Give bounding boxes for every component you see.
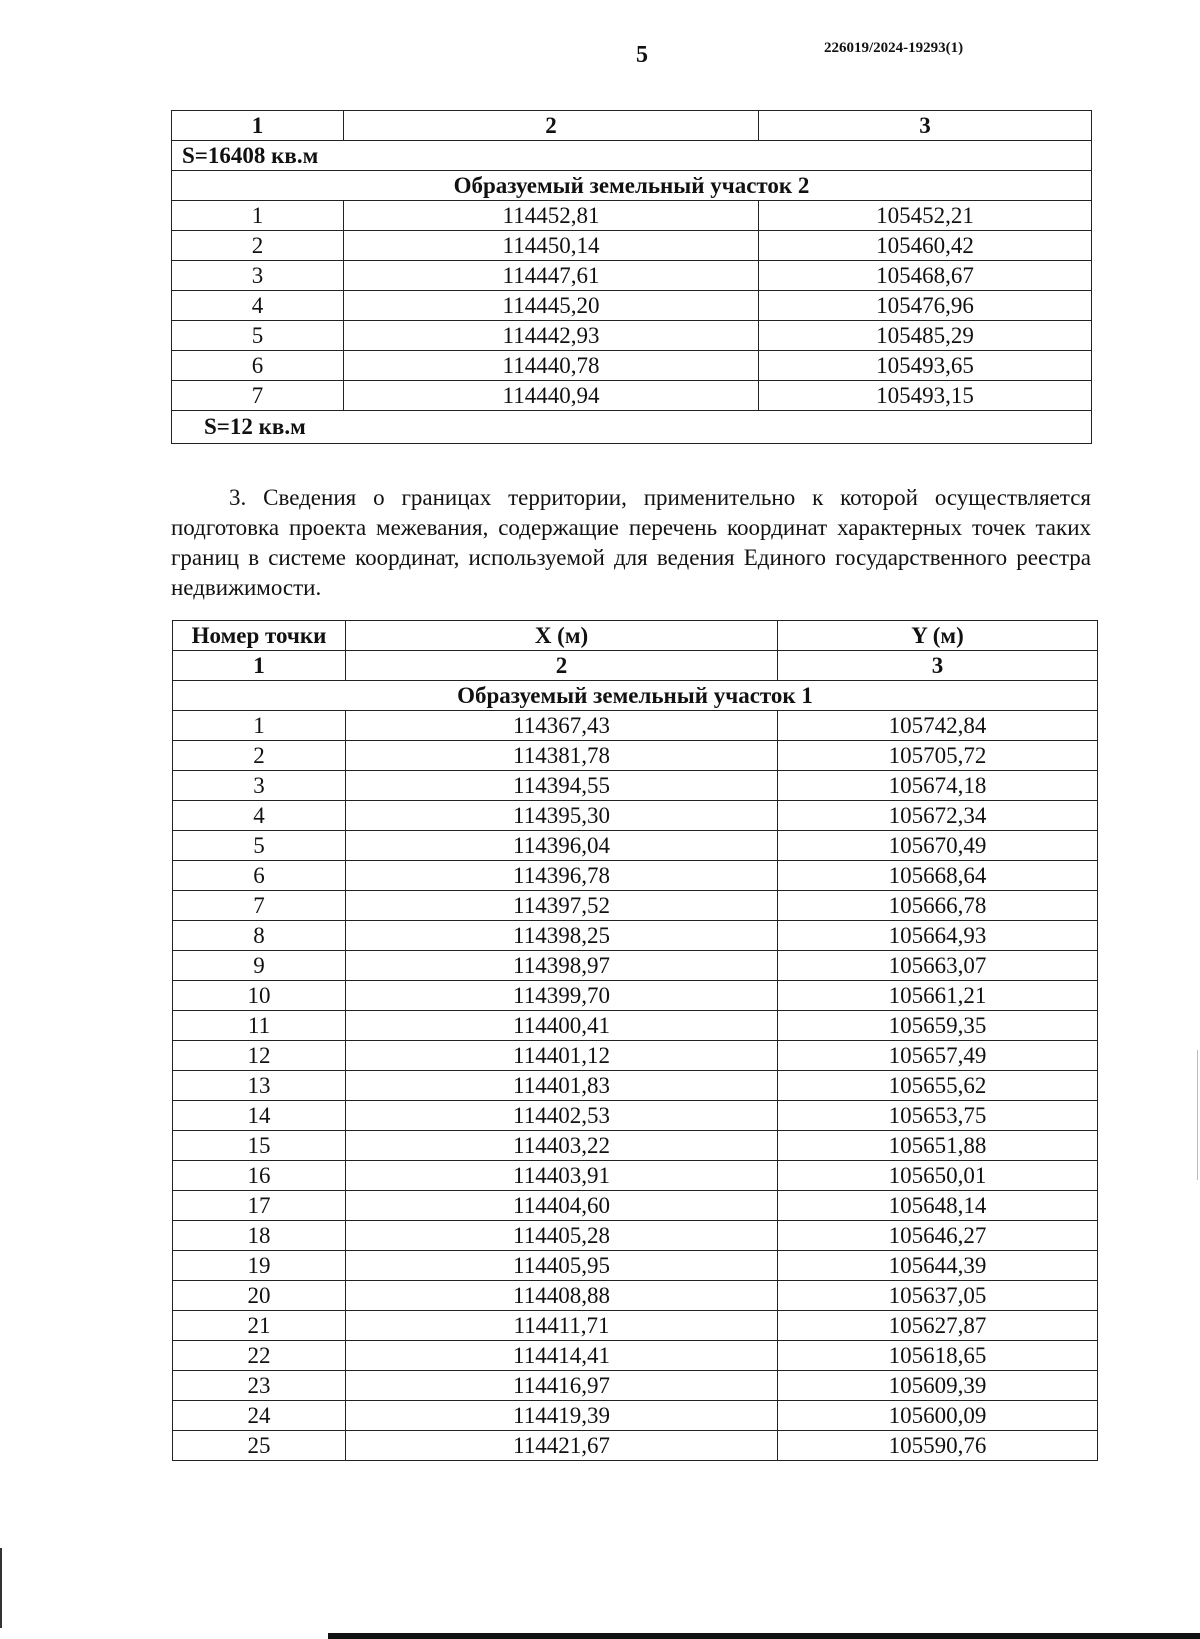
document-id: 226019/2024-19293(1) — [824, 40, 964, 56]
table-row — [173, 711, 1098, 741]
y-coordinate-cell: 105670,49 — [778, 831, 1098, 861]
point-number-cell: 3 — [172, 261, 344, 291]
point-number-cell: 5 — [173, 831, 346, 861]
table-row — [173, 921, 1098, 951]
area-label: S=12 кв.м — [172, 411, 1092, 444]
point-number-cell: 9 — [173, 951, 346, 981]
y-coordinate-cell: 105705,72 — [778, 741, 1098, 771]
point-number-cell: 8 — [173, 921, 346, 951]
table-row — [173, 1251, 1098, 1281]
y-coordinate-cell: 105668,64 — [778, 861, 1098, 891]
x-coordinate-cell: 114414,41 — [346, 1341, 778, 1371]
y-coordinate-cell: 105627,87 — [778, 1311, 1098, 1341]
column-number-row — [173, 651, 1098, 681]
table-row — [173, 951, 1098, 981]
table-row — [173, 1101, 1098, 1131]
point-number-cell: 15 — [173, 1131, 346, 1161]
x-coordinate-cell: 114447,61 — [344, 261, 759, 291]
page-number: 5 — [636, 42, 648, 68]
x-coordinate-cell: 114396,78 — [346, 861, 778, 891]
x-coordinate-cell: 114381,78 — [346, 741, 778, 771]
y-coordinate-cell: 105646,27 — [778, 1221, 1098, 1251]
y-coordinate-cell: 105637,05 — [778, 1281, 1098, 1311]
x-coordinate-cell: 114400,41 — [346, 1011, 778, 1041]
point-number-cell: 1 — [172, 201, 344, 231]
point-number-cell: 19 — [173, 1251, 346, 1281]
x-coordinate-cell: 114402,53 — [346, 1101, 778, 1131]
x-coordinate-cell: 114411,71 — [346, 1311, 778, 1341]
table-row — [173, 1131, 1098, 1161]
point-number-cell: 6 — [172, 351, 344, 381]
y-coordinate-cell: 105657,49 — [778, 1041, 1098, 1071]
table-row — [173, 891, 1098, 921]
point-number-cell: 13 — [173, 1071, 346, 1101]
column-number: 3 — [778, 651, 1098, 681]
point-number-cell: 2 — [172, 231, 344, 261]
section-title-row — [173, 681, 1098, 711]
scan-edge-mark — [1197, 1050, 1198, 1180]
y-coordinate-cell: 105644,39 — [778, 1251, 1098, 1281]
point-number-cell: 7 — [173, 891, 346, 921]
section-title-row — [172, 171, 1092, 201]
coordinates-table-plot-2 — [171, 110, 1092, 444]
y-coordinate-cell: 105493,65 — [759, 351, 1092, 381]
y-coordinate-cell: 105590,76 — [778, 1431, 1098, 1461]
y-coordinate-cell: 105674,18 — [778, 771, 1098, 801]
bottom-rule — [328, 1633, 1200, 1639]
header-x: X (м) — [346, 621, 778, 651]
column-number: 3 — [759, 111, 1092, 141]
x-coordinate-cell: 114367,43 — [346, 711, 778, 741]
header-y: Y (м) — [778, 621, 1098, 651]
column-number: 1 — [173, 651, 346, 681]
table-row — [173, 1161, 1098, 1191]
y-coordinate-cell: 105651,88 — [778, 1131, 1098, 1161]
x-coordinate-cell: 114440,78 — [344, 351, 759, 381]
point-number-cell: 6 — [173, 861, 346, 891]
point-number-cell: 21 — [173, 1311, 346, 1341]
x-coordinate-cell: 114419,39 — [346, 1401, 778, 1431]
header-row — [173, 621, 1098, 651]
table-row — [173, 1041, 1098, 1071]
y-coordinate-cell: 105460,42 — [759, 231, 1092, 261]
table-row — [173, 1431, 1098, 1461]
area-row — [172, 411, 1092, 444]
table-row — [173, 771, 1098, 801]
point-number-cell: 24 — [173, 1401, 346, 1431]
x-coordinate-cell: 114421,67 — [346, 1431, 778, 1461]
y-coordinate-cell: 105648,14 — [778, 1191, 1098, 1221]
point-number-cell: 14 — [173, 1101, 346, 1131]
y-coordinate-cell: 105609,39 — [778, 1371, 1098, 1401]
table-row — [173, 1281, 1098, 1311]
column-number: 2 — [344, 111, 759, 141]
point-number-cell: 2 — [173, 741, 346, 771]
x-coordinate-cell: 114395,30 — [346, 801, 778, 831]
table-row — [172, 201, 1092, 231]
column-number: 2 — [346, 651, 778, 681]
point-number-cell: 16 — [173, 1161, 346, 1191]
x-coordinate-cell: 114398,25 — [346, 921, 778, 951]
y-coordinate-cell: 105663,07 — [778, 951, 1098, 981]
x-coordinate-cell: 114445,20 — [344, 291, 759, 321]
y-coordinate-cell: 105742,84 — [778, 711, 1098, 741]
column-number-row — [172, 111, 1092, 141]
table-row — [173, 861, 1098, 891]
x-coordinate-cell: 114440,94 — [344, 381, 759, 411]
y-coordinate-cell: 105659,35 — [778, 1011, 1098, 1041]
table-row — [173, 1071, 1098, 1101]
point-number-cell: 1 — [173, 711, 346, 741]
point-number-cell: 18 — [173, 1221, 346, 1251]
y-coordinate-cell: 105476,96 — [759, 291, 1092, 321]
area-row — [172, 141, 1092, 171]
y-coordinate-cell: 105653,75 — [778, 1101, 1098, 1131]
x-coordinate-cell: 114450,14 — [344, 231, 759, 261]
x-coordinate-cell: 114397,52 — [346, 891, 778, 921]
y-coordinate-cell: 105493,15 — [759, 381, 1092, 411]
point-number-cell: 4 — [173, 801, 346, 831]
x-coordinate-cell: 114403,22 — [346, 1131, 778, 1161]
x-coordinate-cell: 114404,60 — [346, 1191, 778, 1221]
area-label: S=16408 кв.м — [172, 141, 1092, 171]
table-row — [173, 1311, 1098, 1341]
table-row — [172, 231, 1092, 261]
point-number-cell: 10 — [173, 981, 346, 1011]
table-row — [172, 381, 1092, 411]
table-row — [173, 1341, 1098, 1371]
point-number-cell: 23 — [173, 1371, 346, 1401]
point-number-cell: 3 — [173, 771, 346, 801]
x-coordinate-cell: 114401,12 — [346, 1041, 778, 1071]
header-point-number: Номер точки — [173, 621, 346, 651]
y-coordinate-cell: 105664,93 — [778, 921, 1098, 951]
x-coordinate-cell: 114416,97 — [346, 1371, 778, 1401]
table-row — [173, 1401, 1098, 1431]
table-row — [172, 291, 1092, 321]
table-row — [173, 831, 1098, 861]
x-coordinate-cell: 114398,97 — [346, 951, 778, 981]
section-title: Образуемый земельный участок 1 — [173, 681, 1098, 711]
point-number-cell: 22 — [173, 1341, 346, 1371]
x-coordinate-cell: 114405,95 — [346, 1251, 778, 1281]
x-coordinate-cell: 114442,93 — [344, 321, 759, 351]
y-coordinate-cell: 105468,67 — [759, 261, 1092, 291]
x-coordinate-cell: 114399,70 — [346, 981, 778, 1011]
point-number-cell: 20 — [173, 1281, 346, 1311]
y-coordinate-cell: 105485,29 — [759, 321, 1092, 351]
table-row — [173, 1011, 1098, 1041]
scan-edge-mark — [0, 1548, 2, 1628]
table-row — [173, 801, 1098, 831]
y-coordinate-cell: 105661,21 — [778, 981, 1098, 1011]
point-number-cell: 17 — [173, 1191, 346, 1221]
x-coordinate-cell: 114408,88 — [346, 1281, 778, 1311]
x-coordinate-cell: 114396,04 — [346, 831, 778, 861]
coordinates-table-plot-1 — [172, 620, 1098, 1461]
y-coordinate-cell: 105618,65 — [778, 1341, 1098, 1371]
y-coordinate-cell: 105452,21 — [759, 201, 1092, 231]
point-number-cell: 5 — [172, 321, 344, 351]
column-number: 1 — [172, 111, 344, 141]
x-coordinate-cell: 114401,83 — [346, 1071, 778, 1101]
table-row — [172, 261, 1092, 291]
table-row — [173, 1191, 1098, 1221]
table-row — [172, 351, 1092, 381]
x-coordinate-cell: 114394,55 — [346, 771, 778, 801]
point-number-cell: 11 — [173, 1011, 346, 1041]
y-coordinate-cell: 105666,78 — [778, 891, 1098, 921]
y-coordinate-cell: 105672,34 — [778, 801, 1098, 831]
y-coordinate-cell: 105655,62 — [778, 1071, 1098, 1101]
x-coordinate-cell: 114403,91 — [346, 1161, 778, 1191]
y-coordinate-cell: 105600,09 — [778, 1401, 1098, 1431]
y-coordinate-cell: 105650,01 — [778, 1161, 1098, 1191]
table-row — [173, 1371, 1098, 1401]
section-title: Образуемый земельный участок 2 — [172, 171, 1092, 201]
point-number-cell: 12 — [173, 1041, 346, 1071]
point-number-cell: 25 — [173, 1431, 346, 1461]
x-coordinate-cell: 114405,28 — [346, 1221, 778, 1251]
table-row — [173, 981, 1098, 1011]
point-number-cell: 7 — [172, 381, 344, 411]
table-row — [173, 741, 1098, 771]
table-row — [172, 321, 1092, 351]
x-coordinate-cell: 114452,81 — [344, 201, 759, 231]
table-row — [173, 1221, 1098, 1251]
point-number-cell: 4 — [172, 291, 344, 321]
boundaries-paragraph: 3. Сведения о границах территории, применительно к которой осуществляется подготовка проекта межевания, содержащие перечень координат характерных точек таких границ в системе координат, используемой для ведения Единого государственного реестра недвижимости. — [171, 485, 1091, 600]
